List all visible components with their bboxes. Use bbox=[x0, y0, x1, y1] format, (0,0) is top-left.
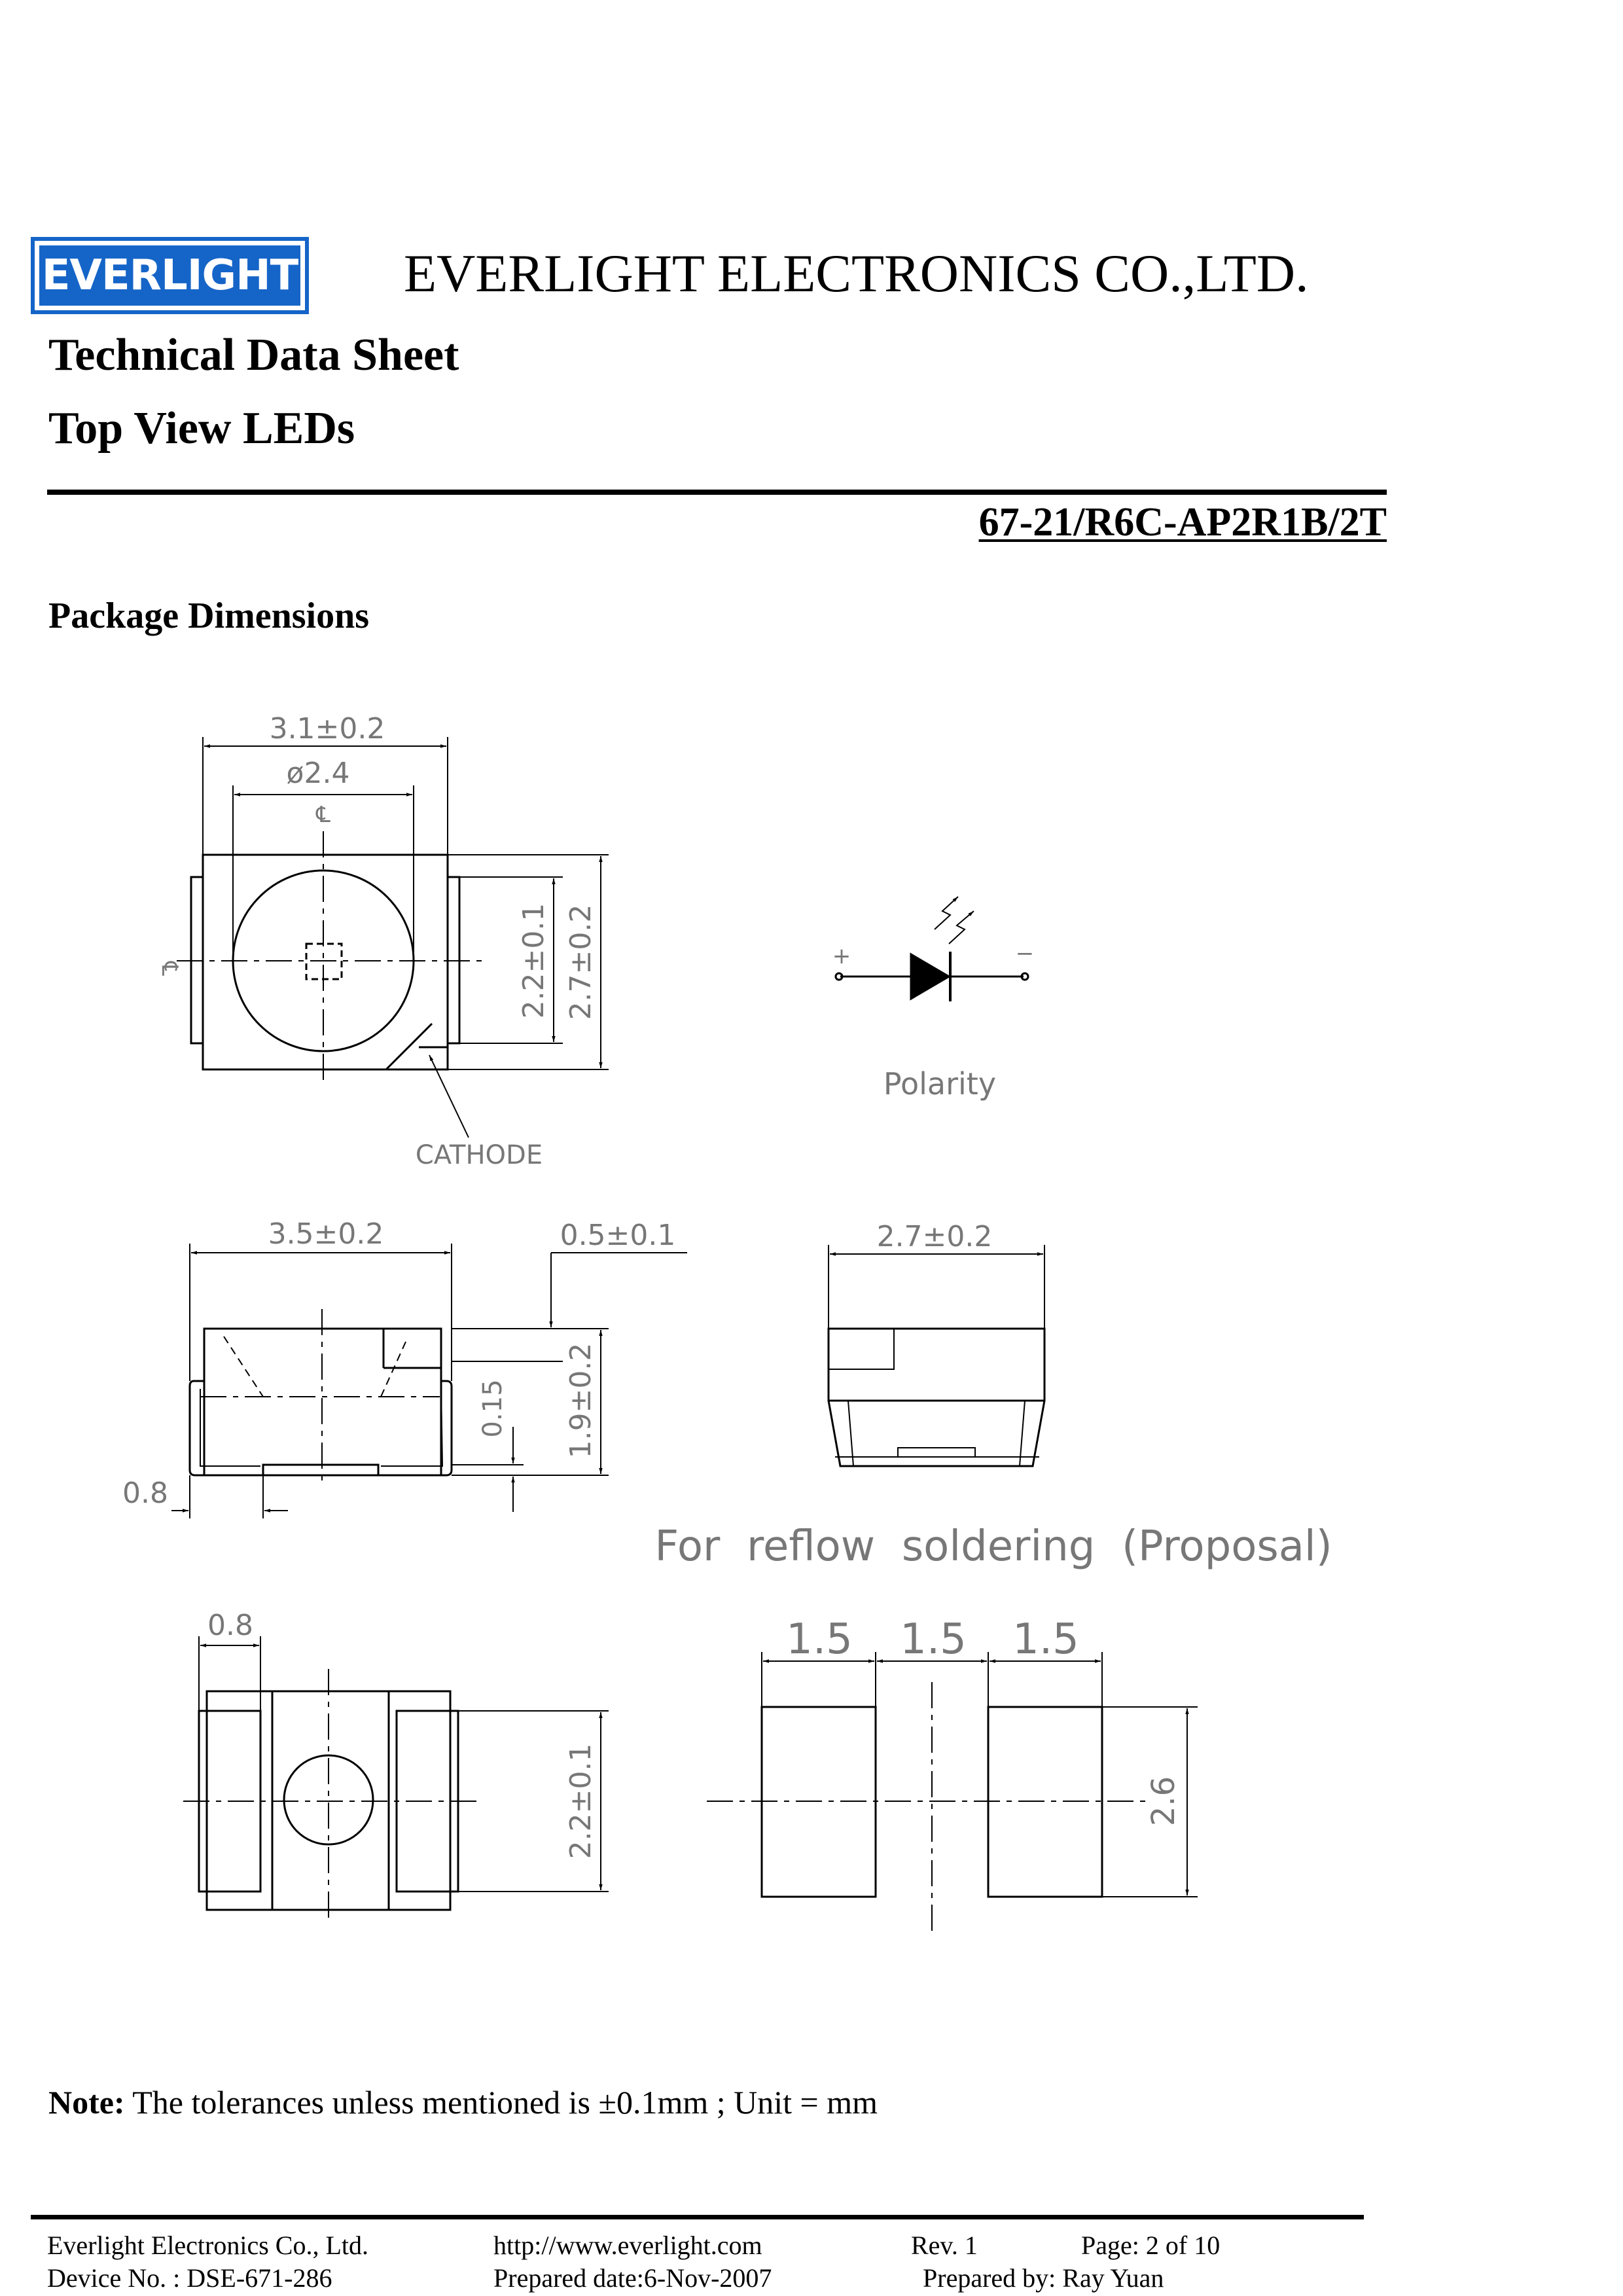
polarity-label: Polarity bbox=[883, 1066, 997, 1102]
footer-page-number: Page: 2 of 10 bbox=[1081, 2231, 1221, 2260]
footer-company: Everlight Electronics Co., Ltd. bbox=[47, 2231, 368, 2260]
side-view-length-dim: 3.5±0.2 bbox=[268, 1217, 384, 1251]
end-view-width-dim: 2.7±0.2 bbox=[876, 1220, 993, 1253]
light-arrow-1 bbox=[935, 897, 958, 929]
company-name: EVERLIGHT ELECTRONICS CO.,LTD. bbox=[404, 243, 1309, 303]
footer-revision: Rev. 1 bbox=[911, 2231, 978, 2260]
section-title: Package Dimensions bbox=[48, 596, 369, 636]
side-view-standoff-dim: 0.15 bbox=[478, 1379, 508, 1438]
everlight-logo bbox=[31, 237, 309, 314]
header-rule bbox=[47, 490, 1387, 495]
land-spacing-dim-1: 1.5 bbox=[786, 1615, 853, 1664]
side-view-lead-dim: 0.5±0.1 bbox=[560, 1219, 676, 1252]
top-view-height-outer-dim: 2.7±0.2 bbox=[564, 904, 597, 1020]
end-view-top bbox=[829, 1329, 1044, 1401]
note-text: The tolerances unless mentioned is ±0.1mm ; Unit = mm bbox=[124, 2084, 878, 2121]
product-family-title: Top View LEDs bbox=[48, 403, 355, 454]
package-dimensions-drawing bbox=[0, 668, 1623, 1950]
side-view-lead-width-dim: 0.8 bbox=[122, 1477, 168, 1510]
side-view-height-dim: 1.9±0.2 bbox=[564, 1342, 597, 1459]
tolerance-note bbox=[48, 2081, 878, 2123]
bottom-view bbox=[183, 1636, 609, 1924]
side-view bbox=[171, 1244, 687, 1518]
diode-triangle bbox=[911, 954, 949, 999]
top-view-body bbox=[203, 855, 448, 1069]
cathode-label: CATHODE bbox=[415, 1140, 543, 1170]
side-view-leads bbox=[190, 1381, 452, 1475]
note-label: Note: bbox=[48, 2084, 125, 2121]
footer-device-number: Device No. : DSE-671-286 bbox=[47, 2263, 332, 2293]
land-pattern bbox=[707, 1652, 1198, 1937]
bottom-view-pad-width-dim: 0.8 bbox=[207, 1609, 253, 1642]
sheet-type-title: Technical Data Sheet bbox=[48, 330, 459, 380]
land-spacing-dim-2: 1.5 bbox=[900, 1615, 967, 1664]
land-height-dim: 2.6 bbox=[1145, 1776, 1182, 1827]
footer-prepared-date: Prepared date:6-Nov-2007 bbox=[493, 2263, 772, 2293]
top-view-lens-dim: ø2.4 bbox=[286, 757, 350, 790]
footer-rule bbox=[31, 2215, 1364, 2219]
footer-prepared-by: Prepared by: Ray Yuan bbox=[923, 2263, 1164, 2293]
footer-url[interactable]: http://www.everlight.com bbox=[493, 2231, 762, 2260]
top-view-width-dim: 3.1±0.2 bbox=[269, 712, 385, 745]
reflow-title: For reflow soldering (Proposal) bbox=[654, 1522, 1332, 1571]
polarity-plus: + bbox=[832, 943, 851, 969]
land-spacing-dim-3: 1.5 bbox=[1012, 1615, 1079, 1664]
top-view-centerline-mark-side: ℄ bbox=[156, 961, 183, 976]
part-number: 67-21/R6C-AP2R1B/2T bbox=[978, 500, 1387, 545]
polarity-symbol bbox=[836, 897, 1028, 1001]
top-view-centerline-mark: ℄ bbox=[316, 802, 330, 828]
end-view bbox=[829, 1245, 1044, 1466]
bottom-view-height-dim: 2.2±0.1 bbox=[564, 1743, 597, 1859]
top-view-height-inner-dim: 2.2±0.1 bbox=[517, 903, 550, 1019]
light-arrow-2 bbox=[949, 911, 974, 944]
logo-text: EVERLIGHT bbox=[39, 245, 300, 306]
polarity-minus: − bbox=[1015, 941, 1035, 967]
